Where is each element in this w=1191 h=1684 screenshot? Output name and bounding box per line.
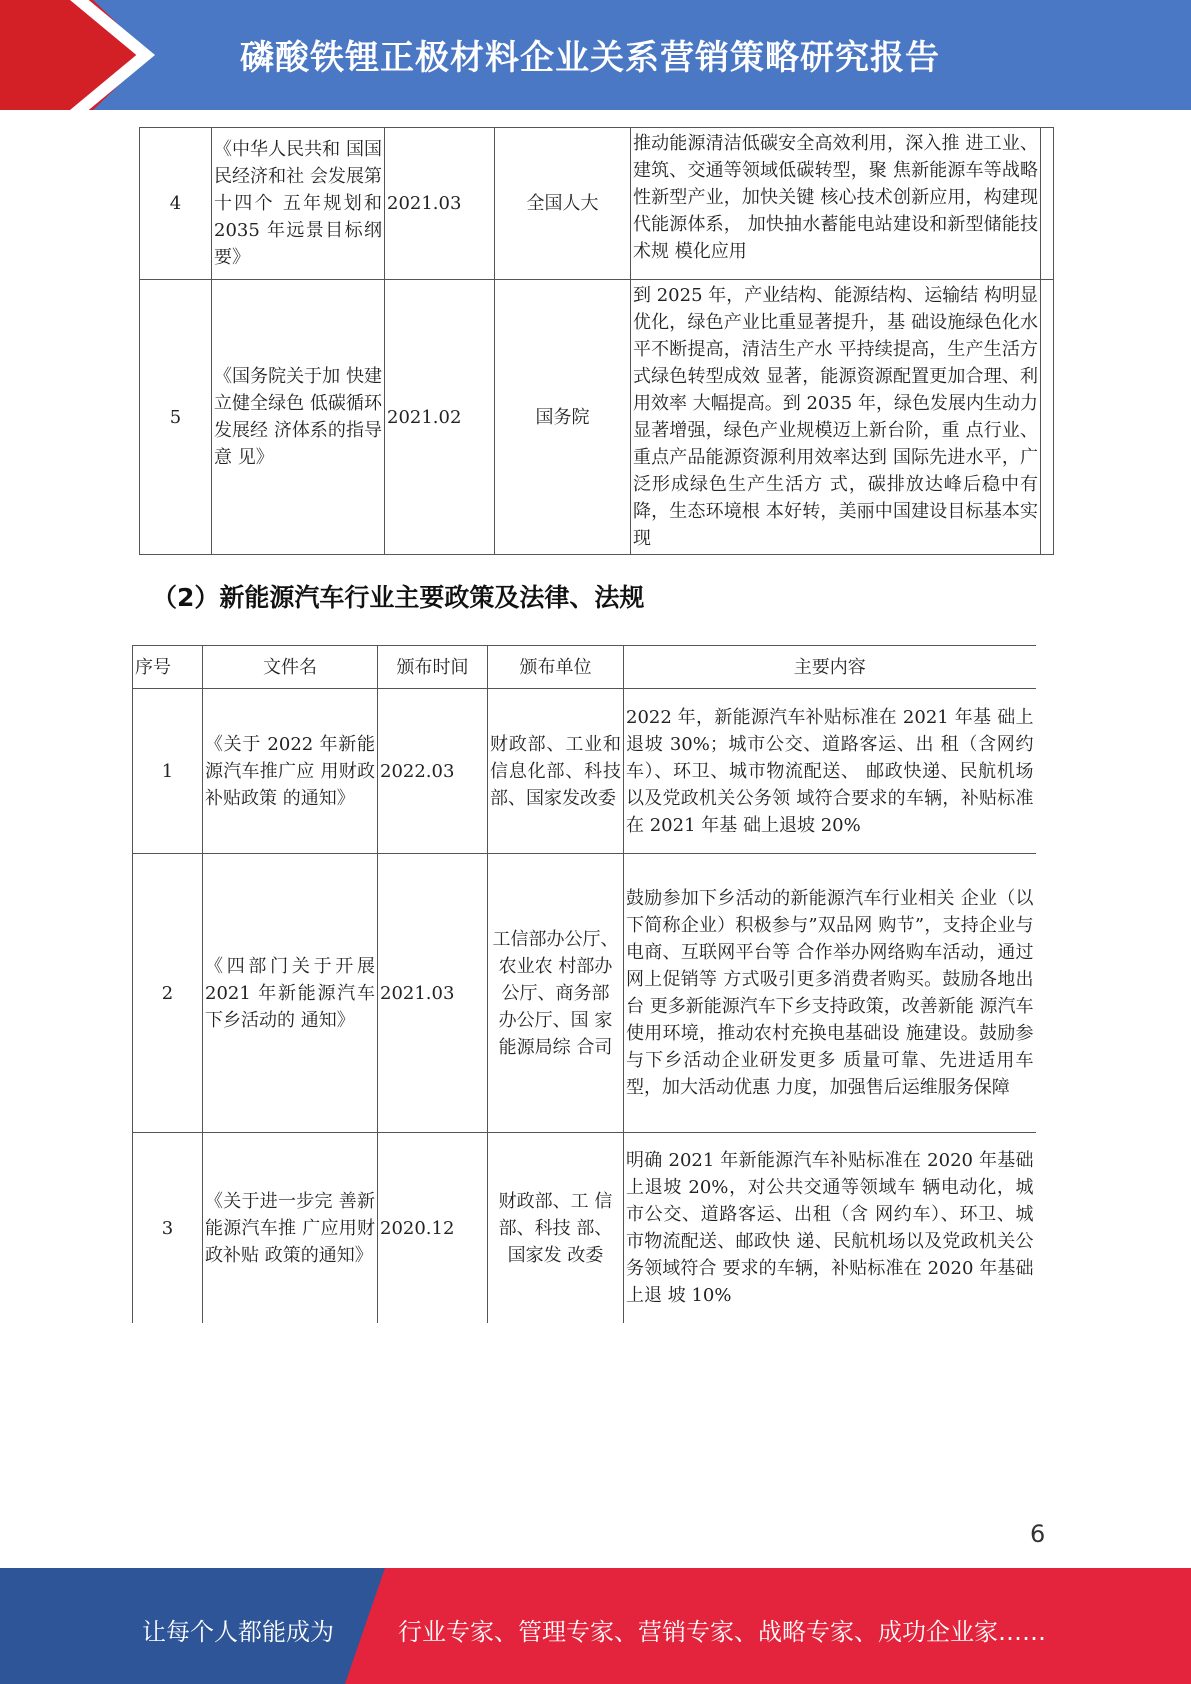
col-header-date: 颁布时间 bbox=[378, 646, 488, 689]
col-header-content: 主要内容 bbox=[624, 646, 1036, 689]
document-name: 《关于进一步完 善新能源汽车推 广应用财政补贴 政策的通知》 bbox=[203, 1133, 378, 1324]
main-content: 推动能源清洁低碳安全高效利用，深入推 进工业、建筑、交通等领域低碳转型，聚 焦新能源车等战略性新型产业，加快关键 核心技术创新应用，构建现代能源体系， 加快抽水蓄能电站建设和新型储能技术规 模化应用 bbox=[631, 128, 1041, 280]
issue-date: 2021.03 bbox=[385, 128, 495, 280]
row-number: 4 bbox=[140, 128, 212, 280]
main-content: 2022 年，新能源汽车补贴标准在 2021 年基 础上退坡 30%；城市公交、道路客运、出 租（含网约车）、环卫、城市物流配送、 邮政快递、民航机场以及党政机关公务领 域符合要求的车辆，补贴标准在 2021 年基 础上退坡 20% bbox=[624, 689, 1036, 854]
row-number: 1 bbox=[133, 689, 203, 854]
issue-date: 2021.02 bbox=[385, 280, 495, 555]
page-header bbox=[0, 0, 1191, 110]
table-header-row bbox=[133, 646, 1036, 689]
table-edge-cell bbox=[1041, 128, 1054, 280]
footer-slogan-left: 让每个人都能成为 bbox=[142, 1618, 334, 1646]
table-edge-cell bbox=[1041, 280, 1054, 555]
row-number: 3 bbox=[133, 1133, 203, 1324]
issue-date: 2021.03 bbox=[378, 854, 488, 1133]
policy-table-continued bbox=[139, 127, 1054, 555]
main-content: 到 2025 年，产业结构、能源结构、运输结 构明显优化，绿色产业比重显著提升，基 础设施绿色化水平不断提高，清洁生产水 平持续提高，生产生活方式绿色转型成效 显著，能源资源配置更加合理、利用效率 大幅提高。到 2035 年，绿色发展内生动力 显著增强，绿色产业规模迈上新台阶，重 点行业、重点产品能源资源利用效率达到 国际先进水平，广泛形成绿色生产生活方 式，碳排放达峰后稳中有降，生态环境根 本好转，美丽中国建设目标基本实现 bbox=[631, 280, 1041, 555]
col-header-issuer: 颁布单位 bbox=[488, 646, 624, 689]
document-name: 《四部门关于开展 2021 年新能源汽车下乡活动的 通知》 bbox=[203, 854, 378, 1133]
document-name: 《国务院关于加 快建立健全绿色 低碳循环发展经 济体系的指导意 见》 bbox=[212, 280, 385, 555]
issue-date: 2022.03 bbox=[378, 689, 488, 854]
main-content: 明确 2021 年新能源汽车补贴标准在 2020 年基础上退坡 20%，对公共交通等领域车 辆电动化，城市公交、道路客运、出租（含 网约车）、环卫、城市物流配送、邮政快 递、民航机场以及党政机关公务领域符合 要求的车辆，补贴标准在 2020 年基础上退 坡 10% bbox=[624, 1133, 1036, 1324]
page-number: 6 bbox=[1030, 1520, 1046, 1548]
table-row bbox=[133, 1133, 1036, 1324]
table-row bbox=[133, 689, 1036, 854]
table-row bbox=[140, 280, 1054, 555]
col-header-number: 序号 bbox=[133, 646, 203, 689]
row-number: 2 bbox=[133, 854, 203, 1133]
issuer: 全国人大 bbox=[495, 128, 631, 280]
col-header-name: 文件名 bbox=[203, 646, 378, 689]
document-name: 《中华人民共和 国国民经济和社 会发展第十四个 五年规划和2035 年远景目标纲 要》 bbox=[212, 128, 385, 280]
issuer: 国务院 bbox=[495, 280, 631, 555]
footer-slogan-right: 行业专家、管理专家、营销专家、战略专家、成功企业家…… bbox=[398, 1618, 1046, 1646]
section-heading: （2）新能源汽车行业主要政策及法律、法规 bbox=[152, 583, 645, 612]
report-title: 磷酸铁锂正极材料企业关系营销策略研究报告 bbox=[240, 38, 940, 78]
table-row bbox=[140, 128, 1054, 280]
document-name: 《关于 2022 年新能源汽车推广应 用财政补贴政策 的通知》 bbox=[203, 689, 378, 854]
header-red-chevron bbox=[0, 0, 150, 110]
main-content: 鼓励参加下乡活动的新能源汽车行业相关 企业（以下简称企业）积极参与”双品网 购节”，支持企业与电商、互联网平台等 合作举办网络购车活动，通过网上促销等 方式吸引更多消费者购买。鼓励各地出台 更多新能源汽车下乡支持政策，改善新能 源汽车使用环境，推动农村充换电基础设 施建设。鼓励参与下乡活动企业研发更多 质量可靠、先进适用车型，加大活动优惠 力度，加强售后运维服务保障 bbox=[624, 854, 1036, 1133]
row-number: 5 bbox=[140, 280, 212, 555]
issuer: 财政部、工 信部、科技 部、国家发 改委 bbox=[488, 1133, 624, 1324]
issue-date: 2020.12 bbox=[378, 1133, 488, 1324]
nev-policy-table bbox=[132, 645, 1036, 1323]
issuer: 财政部、工业和信息化部、科技部、国家发改委 bbox=[488, 689, 624, 854]
issuer: 工信部办公厅、农业农 村部办公厅、商务部 办公厅、国 家能源局综 合司 bbox=[488, 854, 624, 1133]
page-footer bbox=[0, 1568, 1191, 1684]
table-row bbox=[133, 854, 1036, 1133]
